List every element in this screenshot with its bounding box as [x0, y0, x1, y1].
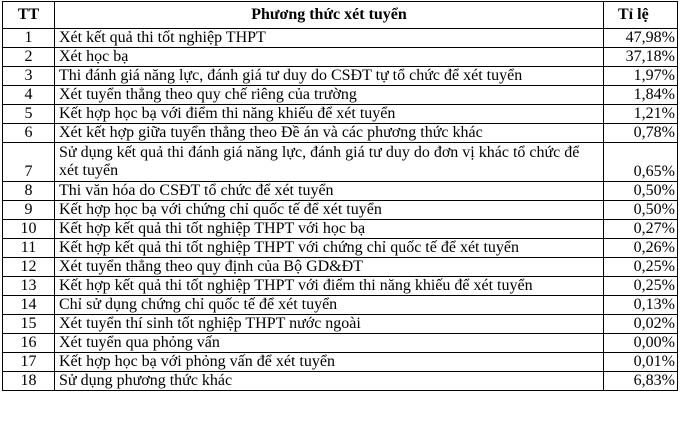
row-number: 17 [3, 353, 55, 372]
header-method: Phương thức xét tuyển [55, 2, 604, 29]
table-row [3, 296, 678, 315]
row-rate: 6,83% [604, 372, 678, 391]
row-method: Thi văn hóa do CSĐT tổ chức để xét tuyển [55, 182, 604, 201]
row-rate: 0,00% [604, 334, 678, 353]
table-row [3, 220, 678, 239]
row-method: Kết hợp kết quả thi tốt nghiệp THPT với điểm thi năng khiếu để xét tuyển [55, 277, 604, 296]
row-method: Kết hợp kết quả thi tốt nghiệp THPT với học bạ [55, 220, 604, 239]
row-number: 5 [3, 105, 55, 124]
table-row [3, 29, 678, 48]
row-rate: 0,50% [604, 201, 678, 220]
row-method: Sử dụng kết quả thi đánh giá năng lực, đánh giá tư duy do đơn vị khác tổ chức để xét tuyển [55, 143, 604, 182]
table-row [3, 182, 678, 201]
row-method: Xét tuyển qua phỏng vấn [55, 334, 604, 353]
row-rate: 1,84% [604, 86, 678, 105]
row-number: 11 [3, 239, 55, 258]
table-row [3, 86, 678, 105]
row-method: Kết hợp kết quả thi tốt nghiệp THPT với chứng chỉ quốc tế để xét tuyển [55, 239, 604, 258]
row-method: Sử dụng phương thức khác [55, 372, 604, 391]
table-row [3, 258, 678, 277]
row-rate: 1,21% [604, 105, 678, 124]
row-method: Kết hợp học bạ với điểm thi năng khiếu để xét tuyển [55, 105, 604, 124]
table-row [3, 105, 678, 124]
row-method: Xét tuyển thẳng theo quy định của Bộ GD&ĐT [55, 258, 604, 277]
row-number: 15 [3, 315, 55, 334]
table-row [3, 143, 678, 182]
row-method: Xét tuyển thí sinh tốt nghiệp THPT nước ngoài [55, 315, 604, 334]
row-rate: 0,27% [604, 220, 678, 239]
row-number: 13 [3, 277, 55, 296]
table-row [3, 239, 678, 258]
row-method: Kết hợp học bạ với phỏng vấn để xét tuyển [55, 353, 604, 372]
row-rate: 0,26% [604, 239, 678, 258]
row-method: Thi đánh giá năng lực, đánh giá tư duy do CSĐT tự tổ chức để xét tuyển [55, 67, 604, 86]
row-rate: 0,02% [604, 315, 678, 334]
header-rate: Tỉ lệ [604, 2, 678, 29]
row-number: 14 [3, 296, 55, 315]
admission-methods-table [2, 1, 678, 391]
row-rate: 47,98% [604, 29, 678, 48]
row-rate: 0,50% [604, 182, 678, 201]
row-number: 16 [3, 334, 55, 353]
row-number: 9 [3, 201, 55, 220]
table-row [3, 315, 678, 334]
row-number: 7 [3, 143, 55, 182]
table-row [3, 353, 678, 372]
row-number: 1 [3, 29, 55, 48]
row-rate: 0,13% [604, 296, 678, 315]
row-rate: 0,65% [604, 143, 678, 182]
table-row [3, 67, 678, 86]
header-tt: TT [3, 2, 55, 29]
row-method: Kết hợp học bạ với chứng chỉ quốc tế để xét tuyển [55, 201, 604, 220]
row-number: 6 [3, 124, 55, 143]
row-method: Xét học bạ [55, 48, 604, 67]
row-method: Xét tuyển thẳng theo quy chế riêng của trường [55, 86, 604, 105]
table-row [3, 48, 678, 67]
row-rate: 1,97% [604, 67, 678, 86]
row-number: 2 [3, 48, 55, 67]
table-header-row [3, 2, 678, 29]
row-method: Chỉ sử dụng chứng chỉ quốc tế để xét tuyển [55, 296, 604, 315]
row-rate: 37,18% [604, 48, 678, 67]
row-rate: 0,01% [604, 353, 678, 372]
row-number: 18 [3, 372, 55, 391]
row-number: 4 [3, 86, 55, 105]
table-row [3, 201, 678, 220]
row-method: Xét kết hợp giữa tuyển thẳng theo Đề án và các phương thức khác [55, 124, 604, 143]
row-number: 3 [3, 67, 55, 86]
table-row [3, 372, 678, 391]
table-row [3, 124, 678, 143]
table-row [3, 334, 678, 353]
row-number: 8 [3, 182, 55, 201]
table-row [3, 277, 678, 296]
row-method: Xét kết quả thi tốt nghiệp THPT [55, 29, 604, 48]
row-rate: 0,25% [604, 277, 678, 296]
table-body [3, 29, 678, 391]
row-rate: 0,25% [604, 258, 678, 277]
row-number: 12 [3, 258, 55, 277]
row-rate: 0,78% [604, 124, 678, 143]
row-number: 10 [3, 220, 55, 239]
